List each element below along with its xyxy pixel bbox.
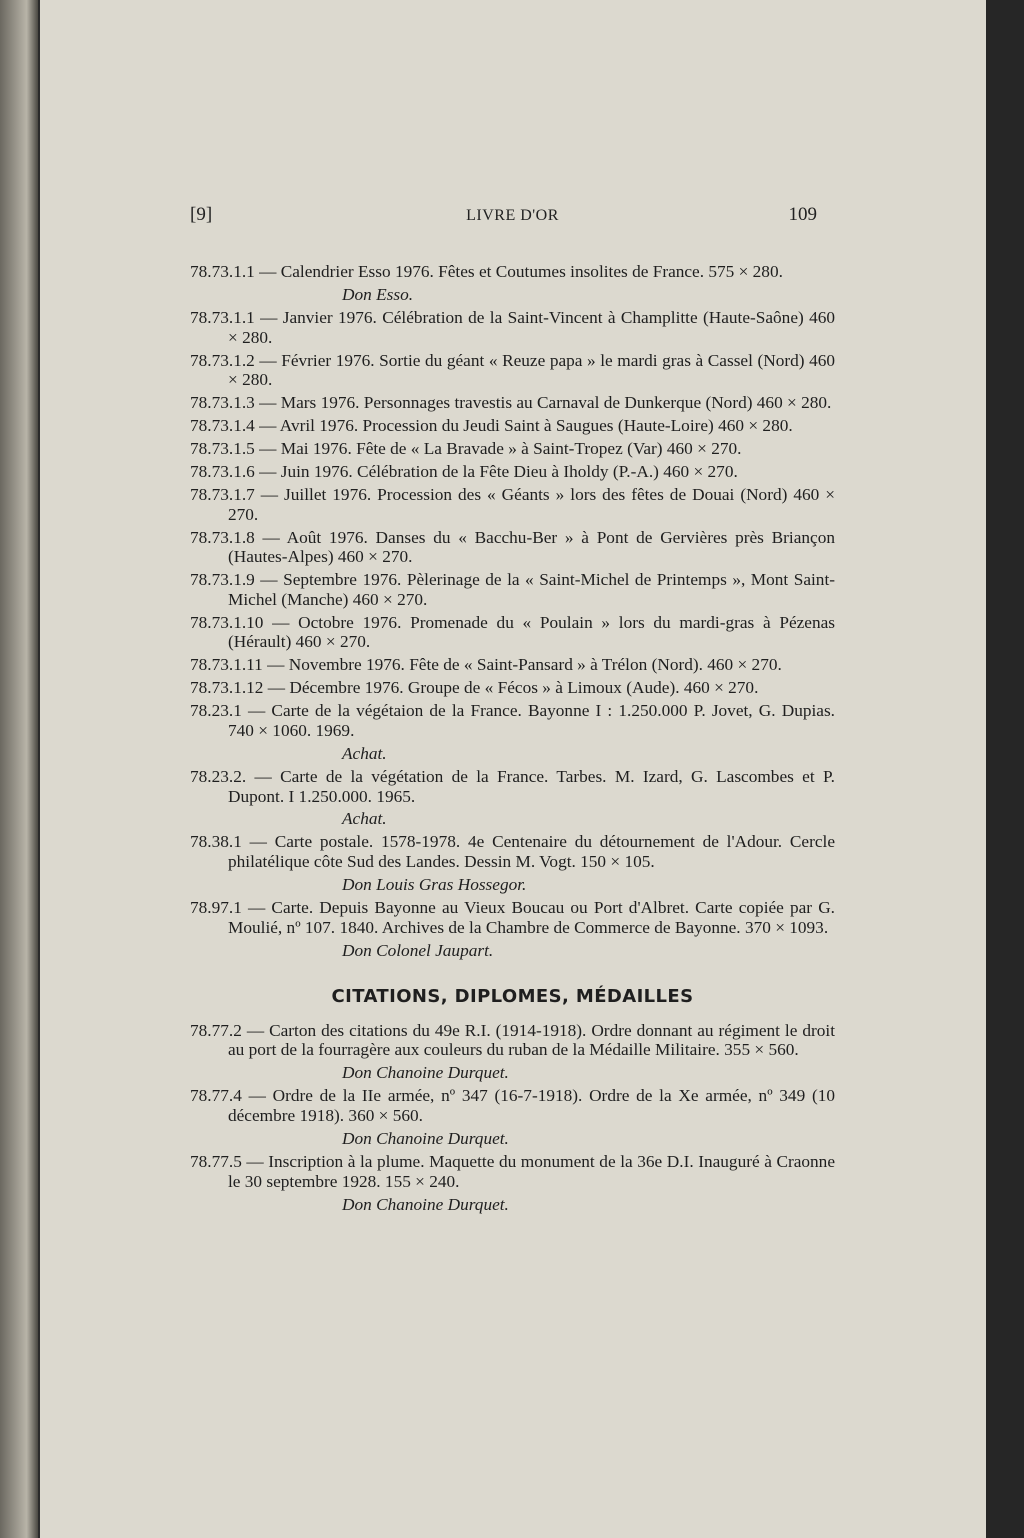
catalog-entry: 78.73.1.7 — Juillet 1976. Procession des « Géants » lors des fêtes de Douai (Nord) 460 × 270. xyxy=(190,485,835,524)
donor-note: Don Chanoine Durquet. xyxy=(342,1063,509,1083)
running-title: LIVRE D'OR xyxy=(466,207,559,224)
catalog-entry: 78.23.2. — Carte de la végétation de la France. Tarbes. M. Izard, G. Lascombes et P. Dupont. I 1.250.000. 1965. xyxy=(190,766,835,806)
catalog-entry: 78.77.5 — Inscription à la plume. Maquette du monument de la 36e D.I. Inauguré à Craonne le 30 septembre 1928. 155 × 240. xyxy=(190,1151,835,1191)
catalog-entry: 78.77.4 — Ordre de la IIe armée, nº 347 (16-7-1918). Ordre de la Xe armée, nº 349 (10 décembre 1918). 360 × 560. xyxy=(190,1086,835,1125)
catalog-entry: 78.73.1.10 — Octobre 1976. Promenade du « Poulain » lors du mardi-gras à Pézenas (Hérault) 460 × 270. xyxy=(190,612,835,652)
section-heading: CITATIONS, DIPLOMES, MÉDAILLES xyxy=(331,986,694,1008)
adjacent-page-edge xyxy=(0,0,38,1538)
catalog-entry: 78.23.1 — Carte de la végétaion de la France. Bayonne I : 1.250.000 P. Jovet, G. Dupias. 740 × 1060. 1969. xyxy=(190,701,835,740)
catalog-entry: 78.73.1.11 — Novembre 1976. Fête de « Saint-Pansard » à Trélon (Nord). 460 × 270. xyxy=(190,655,782,675)
catalog-entry: 78.73.1.1 — Calendrier Esso 1976. Fêtes et Coutumes insolites de France. 575 × 280. xyxy=(190,262,783,281)
donor-note: Achat. xyxy=(342,809,387,829)
catalog-entry: 78.73.1.9 — Septembre 1976. Pèlerinage de la « Saint-Michel de Printemps », Mont Saint-Michel (Manche) 460 × 270. xyxy=(190,570,835,609)
donor-note: Don Chanoine Durquet. xyxy=(342,1194,509,1214)
catalog-entry: 78.73.1.5 — Mai 1976. Fête de « La Bravade » à Saint-Tropez (Var) 460 × 270. xyxy=(190,439,742,459)
section-number: [9] xyxy=(190,204,213,225)
catalog-entry: 78.73.1.3 — Mars 1976. Personnages travestis au Carnaval de Dunkerque (Nord) 460 × 280. xyxy=(190,393,832,413)
donor-note: Don Chanoine Durquet. xyxy=(342,1128,509,1148)
catalog-entry: 78.73.1.6 — Juin 1976. Célébration de la Fête Dieu à Iholdy (P.-A.) 460 × 270. xyxy=(190,462,738,482)
donor-note: Don Colonel Jaupart. xyxy=(342,940,494,960)
catalog-entry: 78.38.1 — Carte postale. 1578-1978. 4e Centenaire du détournement de l'Adour. Cercle philatélique côte Sud des Landes. Dessin M. Vogt. 150 × 105. xyxy=(190,832,835,872)
catalog-entry: 78.73.1.12 — Décembre 1976. Groupe de « Fécos » à Limoux (Aude). 460 × 270. xyxy=(190,678,759,698)
donor-note: Don Esso. xyxy=(342,284,414,304)
section-entries xyxy=(190,1021,835,1214)
catalog-entries xyxy=(190,262,835,960)
donor-note: Don Louis Gras Hossegor. xyxy=(342,875,527,895)
catalog-entry: 78.73.1.4 — Avril 1976. Procession du Jeudi Saint à Saugues (Haute-Loire) 460 × 280. xyxy=(190,416,793,436)
donor-note: Achat. xyxy=(342,743,387,763)
page-number: 109 xyxy=(788,204,817,225)
catalog-entry: 78.97.1 — Carte. Depuis Bayonne au Vieux Boucau ou Port d'Albret. Carte copiée par G. Moulié, nº 107. 1840. Archives de la Chambre de Commerce de Bayonne. 370 × 1093. xyxy=(190,898,835,937)
catalog-entry: 78.73.1.8 — Août 1976. Danses du « Bacchu-Ber » à Pont de Gervières près Briançon (Hautes-Alpes) 460 × 270. xyxy=(190,527,835,567)
catalog-entry: 78.73.1.2 — Février 1976. Sortie du géant « Reuze papa » le mardi gras à Cassel (Nord) 460 × 280. xyxy=(190,350,835,390)
running-header xyxy=(190,204,835,230)
scan-background xyxy=(986,0,1024,1538)
page-body xyxy=(190,262,835,1217)
catalog-entry: 78.73.1.1 — Janvier 1976. Célébration de la Saint-Vincent à Champlitte (Haute-Saône) 460 × 280. xyxy=(190,307,835,347)
catalog-entry: 78.77.2 — Carton des citations du 49e R.I. (1914-1918). Ordre donnant au régiment le droit au port de la fourragère aux couleurs du ruban de la Médaille Militaire. 355 × 560. xyxy=(190,1020,835,1060)
